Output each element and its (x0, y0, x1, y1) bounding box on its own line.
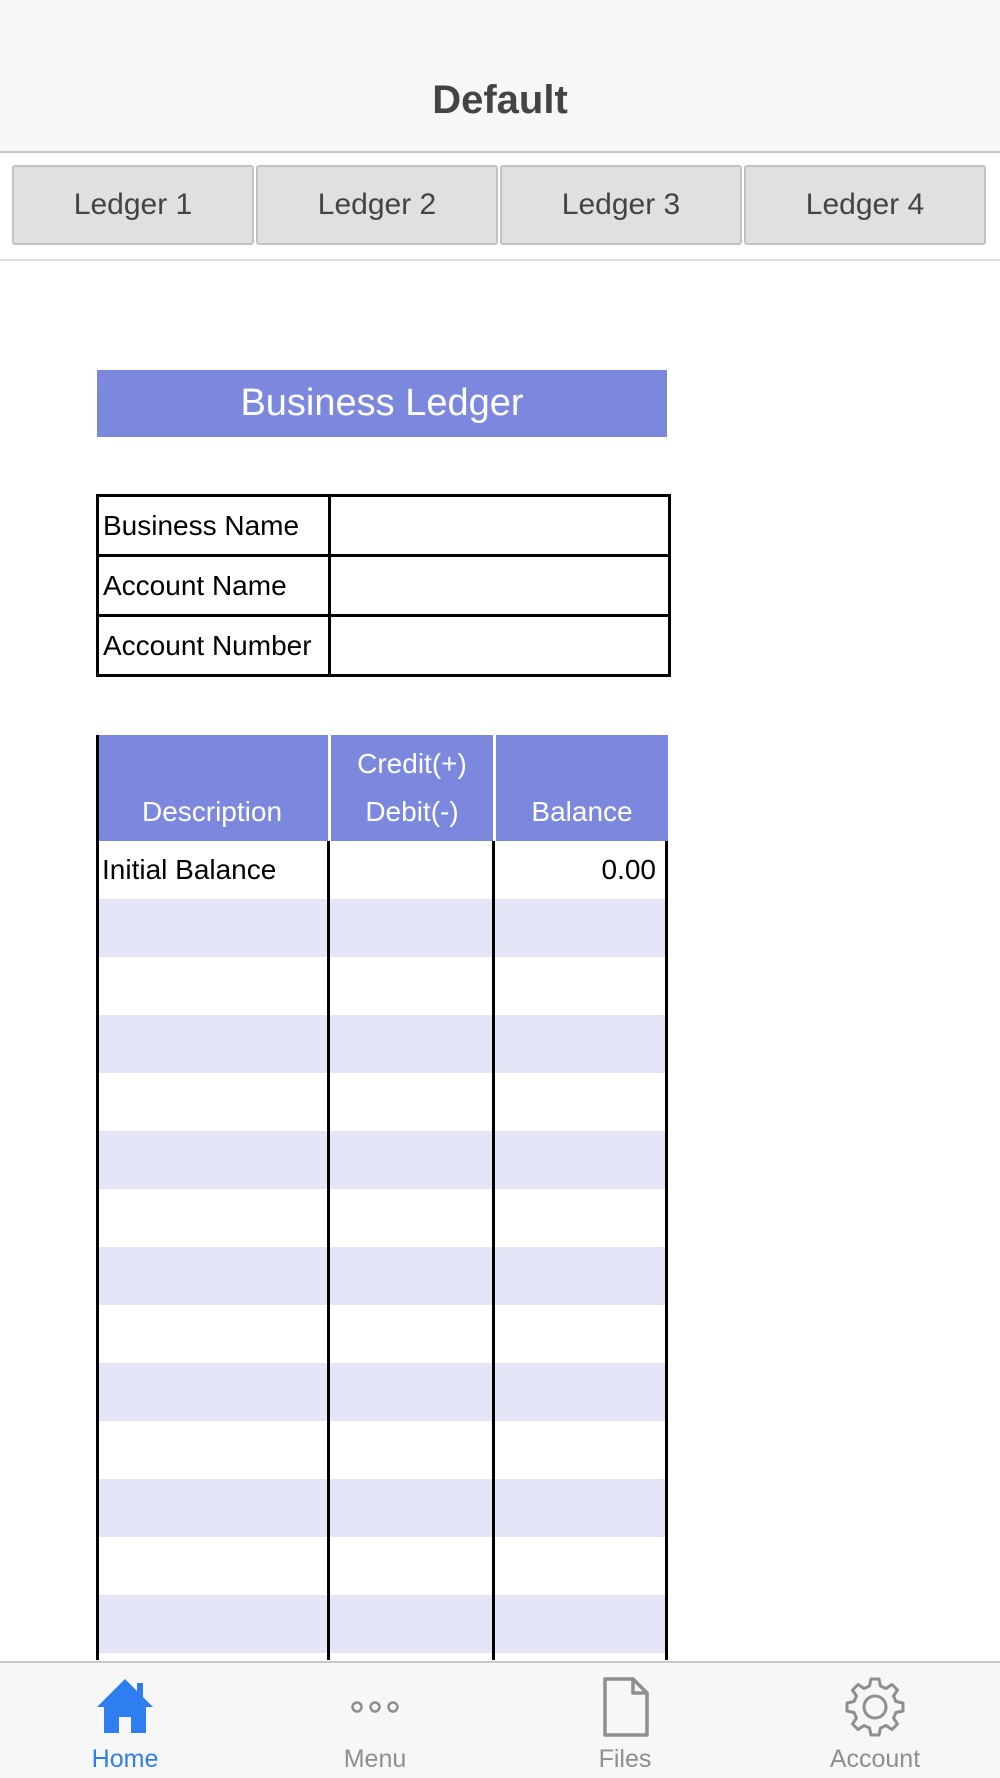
ledger-row[interactable] (96, 957, 668, 1015)
page-title: Default (432, 78, 568, 122)
debit-header-label: Debit(-) (365, 796, 459, 827)
business-name-label: Business Name (98, 496, 330, 556)
ledger-table (96, 735, 668, 1660)
column-border (96, 735, 99, 1660)
ledger-row[interactable] (96, 1363, 668, 1421)
tabbar-menu[interactable] (250, 1663, 500, 1778)
column-border (492, 841, 495, 1660)
ledger-row[interactable] (96, 1305, 668, 1363)
gear-icon (843, 1675, 907, 1739)
account-number-cell[interactable] (330, 616, 670, 676)
tabbar-files[interactable] (500, 1663, 750, 1778)
ledger-row[interactable] (96, 1131, 668, 1189)
account-info-table (96, 494, 671, 677)
description-header-label: Description (141, 796, 283, 827)
tabbar-account[interactable] (750, 1663, 1000, 1778)
column-border (327, 841, 330, 1660)
info-row-account-number (98, 616, 670, 676)
tab-ledger-3[interactable]: Ledger 3 (500, 165, 742, 245)
ledger-row[interactable] (96, 1479, 668, 1537)
bottom-tab-bar (0, 1661, 1000, 1778)
ledger-row[interactable] (96, 1595, 668, 1653)
ledger-row[interactable] (96, 1247, 668, 1305)
credit-debit-header (331, 735, 493, 841)
tabbar-home-label: Home (91, 1745, 159, 1773)
ledger-row[interactable] (96, 1015, 668, 1073)
balance-header-label: Balance (531, 796, 633, 827)
file-icon (593, 1675, 657, 1739)
description-cell[interactable]: Initial Balance (102, 854, 277, 885)
header-divider (328, 735, 331, 841)
ledger-row[interactable] (96, 1073, 668, 1131)
tabbar-home[interactable] (0, 1663, 250, 1778)
tabbar-account-label: Account (829, 1745, 921, 1773)
ledger-row[interactable] (96, 1537, 668, 1595)
navigation-bar (0, 0, 1000, 153)
header-divider (493, 735, 496, 841)
sheet-title: Business Ledger (97, 370, 667, 437)
amount-cell[interactable] (331, 841, 493, 899)
more-icon (343, 1675, 407, 1739)
info-row-account-name (98, 556, 670, 616)
tab-ledger-1[interactable]: Ledger 1 (12, 165, 254, 245)
home-icon (93, 1675, 157, 1739)
description-header (96, 735, 328, 841)
account-number-label: Account Number (98, 616, 330, 676)
ledger-tab-strip (0, 155, 1000, 261)
balance-header (496, 735, 668, 841)
ledger-row[interactable] (96, 899, 668, 957)
info-row-business-name (98, 496, 670, 556)
business-name-cell[interactable] (330, 496, 670, 556)
account-name-cell[interactable] (330, 556, 670, 616)
tabbar-files-label: Files (598, 1745, 652, 1773)
credit-header-label: Credit(+) (357, 748, 467, 779)
account-name-label: Account Name (98, 556, 330, 616)
column-border (665, 841, 668, 1660)
ledger-row[interactable] (96, 1421, 668, 1479)
balance-cell: 0.00 (601, 854, 656, 885)
tabbar-menu-label: Menu (343, 1745, 407, 1773)
tab-ledger-2[interactable]: Ledger 2 (256, 165, 498, 245)
tab-ledger-4[interactable]: Ledger 4 (744, 165, 986, 245)
ledger-row[interactable] (96, 1189, 668, 1247)
ledger-row-initial (96, 841, 668, 899)
